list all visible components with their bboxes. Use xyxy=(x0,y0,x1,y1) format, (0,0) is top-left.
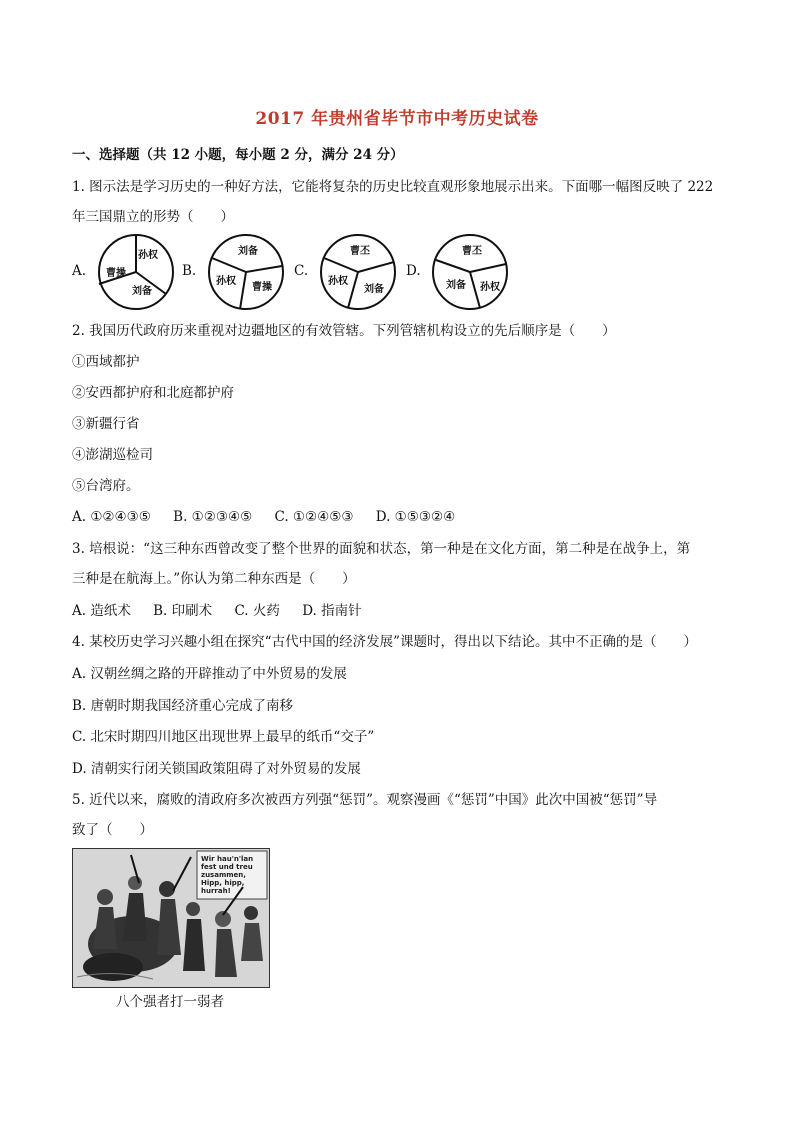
q2-stem: 2. 我国历代政府历来重视对边疆地区的有效管辖。下列管辖机构设立的先后顺序是（ ） xyxy=(72,323,616,339)
q4-option-c[interactable]: C. 北宋时期四川地区出现世界上最早的纸币“交子” xyxy=(72,729,375,745)
q5-stem-line2: 致了（ ） xyxy=(72,822,153,838)
pie-chart-icon xyxy=(430,232,510,312)
q2-item-3: ③新疆行省 xyxy=(72,416,140,432)
pie-label: 曹操 xyxy=(252,282,272,293)
q4-stem: 4. 某校历史学习兴趣小组在探究“古代中国的经济发展”课题时，得出以下结论。其中不正确的是（ ） xyxy=(72,634,697,650)
q3-stem-line1: 3. 培根说：“这三种东西曾改变了整个世界的面貌和状态，第一种是在文化方面，第二种是在战争上，第 xyxy=(72,541,691,557)
q3-option-c[interactable]: C. 火药 xyxy=(234,603,280,619)
q2-options xyxy=(72,508,732,526)
q3-option-b[interactable]: B. 印刷术 xyxy=(153,603,213,619)
pie-label: 曹丕 xyxy=(350,246,370,257)
pie-label: 刘备 xyxy=(132,286,152,297)
q1-stem-line2: 年三国鼎立的形势（ ） xyxy=(72,209,234,225)
option-letter: C. xyxy=(294,263,309,279)
q1-options xyxy=(72,232,532,314)
q3-options xyxy=(72,602,732,620)
q2-item-4: ④澎湖巡检司 xyxy=(72,447,153,463)
q4-option-d[interactable]: D. 清朝实行闭关锁国政策阻碍了对外贸易的发展 xyxy=(72,761,361,777)
pie-label: 刘备 xyxy=(446,280,466,291)
exam-title: 2017 年贵州省毕节市中考历史试卷 xyxy=(255,109,539,129)
pie-label: 孙权 xyxy=(480,282,500,293)
section-heading: 一、选择题（共 12 小题，每小题 2 分，满分 24 分） xyxy=(72,147,404,163)
pie-label: 曹丕 xyxy=(462,246,482,257)
pie-label: 刘备 xyxy=(364,284,384,295)
q3-option-d[interactable]: D. 指南针 xyxy=(302,603,362,619)
q3-option-a[interactable]: A. 造纸术 xyxy=(72,603,131,619)
cartoon-caption-text: Wir hau'n'lan fest und treu zusammen, Hipp, hipp, hurrah! xyxy=(201,855,254,895)
q2-option-a[interactable]: A. ①②④③⑤ xyxy=(72,509,151,525)
pie-label: 孙权 xyxy=(216,276,236,287)
option-letter: A. xyxy=(72,263,87,279)
option-letter: B. xyxy=(182,263,197,279)
q2-item-1: ①西域都护 xyxy=(72,354,140,370)
q3-stem-line2: 三种是在航海上。”你认为第二种东西是（ ） xyxy=(72,571,356,587)
q5-stem-line1: 5. 近代以来，腐败的清政府多次被西方列强“惩罚”。观察漫画《“惩罚”中国》此次中国被“惩罚”导 xyxy=(72,792,658,808)
q2-item-2: ②安西都护府和北庭都护府 xyxy=(72,385,234,401)
q4-option-b[interactable]: B. 唐朝时期我国经济重心完成了南移 xyxy=(72,698,294,714)
q2-option-b[interactable]: B. ①②③④⑤ xyxy=(173,509,253,525)
pie-label: 曹操 xyxy=(106,268,126,279)
pie-label: 孙权 xyxy=(138,250,158,261)
pie-chart-icon xyxy=(96,232,176,312)
q4-option-a[interactable]: A. 汉朝丝绸之路的开辟推动了中外贸易的发展 xyxy=(72,666,347,682)
punishment-cartoon-image xyxy=(72,848,270,988)
q2-option-d[interactable]: D. ①⑤③②④ xyxy=(375,509,456,525)
q1-stem-line1: 1. 图示法是学习历史的一种好方法，它能将复杂的历史比较直观形象地展示出来。下面哪一幅图反映了 222 xyxy=(72,179,714,195)
pie-chart-icon xyxy=(318,232,398,312)
q2-item-5: ⑤台湾府。 xyxy=(72,478,140,494)
pie-label: 孙权 xyxy=(328,276,348,287)
pie-label: 刘备 xyxy=(238,246,258,257)
option-letter: D. xyxy=(406,263,421,279)
pie-chart-icon xyxy=(206,232,286,312)
q2-option-c[interactable]: C. ①②④⑤③ xyxy=(274,509,354,525)
cartoon-caption: 八个强者打一弱者 xyxy=(116,994,224,1010)
